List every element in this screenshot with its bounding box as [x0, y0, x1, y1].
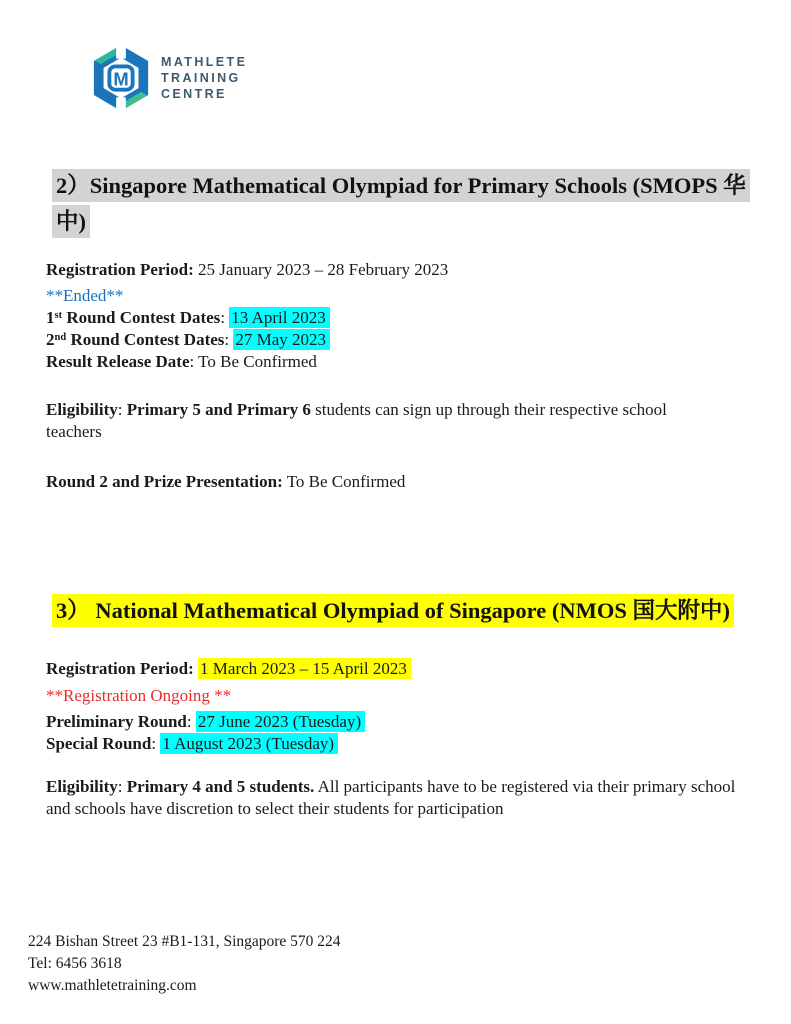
- smops-status-text: **Ended**: [46, 286, 124, 305]
- round2-label-rest: Round Contest Dates: [66, 330, 225, 349]
- smops-eligibility-text: students can sign up through their respective school teachers: [46, 400, 667, 441]
- smops-status-ended: [46, 285, 752, 307]
- nmos-preliminary-line: [46, 711, 752, 733]
- separator: :: [151, 734, 161, 753]
- nmos-status-text: **Registration Ongoing **: [46, 686, 232, 705]
- nmos-eligibility-line: [46, 776, 746, 820]
- footer-telephone: Tel: 6456 3618: [28, 955, 122, 972]
- smops-result-release-line: [46, 351, 752, 373]
- smops-round2-line: [46, 329, 752, 351]
- smops-section-heading: [52, 168, 752, 240]
- logo-wordmark-line3: CENTRE: [161, 87, 227, 101]
- nmos-preliminary-label: Preliminary Round: [46, 712, 187, 731]
- nmos-eligibility-text: All participants have to be registered via their primary school and schools have discretion to select their students for participation: [46, 777, 736, 818]
- separator: :: [224, 330, 234, 349]
- mathlete-logo: [90, 44, 247, 112]
- mathlete-hexagon-logo-icon: [90, 44, 152, 112]
- round1-number: 1: [46, 308, 55, 327]
- monogram-letter: M: [113, 68, 129, 90]
- smops-registration-value: 25 January 2023 – 28 February 2023: [193, 260, 449, 279]
- smops-prize-line: [46, 471, 752, 493]
- hexagon-top-notch: [116, 44, 126, 59]
- nmos-special-line: [46, 733, 752, 755]
- smops-eligibility-line: [46, 399, 686, 443]
- footer: [28, 931, 341, 997]
- separator: :: [117, 400, 127, 419]
- footer-website: www.mathletetraining.com: [28, 977, 197, 994]
- nmos-registration-period-line: [46, 658, 752, 680]
- smops-details: [46, 259, 752, 493]
- smops-prize-value: To Be Confirmed: [282, 472, 406, 491]
- nmos-status-ongoing: [46, 685, 752, 707]
- nmos-eligibility-label: Eligibility: [46, 777, 118, 796]
- separator: :: [220, 308, 230, 327]
- smops-result-label: Result Release Date: [46, 352, 190, 371]
- smops-round2-label: [46, 330, 224, 349]
- nmos-eligibility-grades: Primary 4 and 5 students.: [126, 777, 315, 796]
- logo-wordmark-line1: MATHLETE: [161, 55, 248, 69]
- round2-ordinal-suffix: nd: [54, 332, 67, 343]
- hexagon-bottom-notch: [116, 97, 126, 112]
- round2-number: 2: [46, 330, 55, 349]
- smops-heading-line1: 2）Singapore Mathematical Olympiad for Primary Schools (SMOPS 华: [52, 169, 750, 202]
- smops-heading-line2: 中): [52, 205, 90, 238]
- nmos-heading-text: 3） National Mathematical Olympiad of Singapore (NMOS 国大附中): [52, 594, 734, 627]
- nmos-registration-dates: 1 March 2023 – 15 April 2023: [198, 658, 411, 679]
- round1-ordinal-suffix: st: [54, 310, 63, 321]
- nmos-special-label: Special Round: [46, 734, 152, 753]
- nmos-registration-label: Registration Period:: [46, 659, 194, 678]
- separator: :: [117, 777, 127, 796]
- smops-registration-label: Registration Period:: [46, 260, 194, 279]
- smops-round1-label: [46, 308, 220, 327]
- nmos-preliminary-date: 27 June 2023 (Tuesday): [196, 711, 365, 732]
- logo-wordmark: [161, 54, 247, 102]
- smops-eligibility-label: Eligibility: [46, 400, 118, 419]
- smops-prize-label: Round 2 and Prize Presentation:: [46, 472, 283, 491]
- smops-round1-date: 13 April 2023: [229, 307, 329, 328]
- nmos-section-heading: [52, 593, 752, 629]
- smops-round1-line: [46, 307, 752, 329]
- smops-round2-date: 27 May 2023: [233, 329, 330, 350]
- nmos-details: [46, 658, 752, 820]
- smops-result-value: : To Be Confirmed: [189, 352, 317, 371]
- separator: :: [186, 712, 196, 731]
- smops-registration-period-line: [46, 259, 752, 281]
- smops-eligibility-grades: Primary 5 and Primary 6: [126, 400, 311, 419]
- footer-address: 224 Bishan Street 23 #B1-131, Singapore 570 224: [28, 933, 341, 950]
- round1-label-rest: Round Contest Dates: [62, 308, 221, 327]
- nmos-special-date: 1 August 2023 (Tuesday): [160, 733, 338, 754]
- logo-wordmark-line2: TRAINING: [161, 71, 241, 85]
